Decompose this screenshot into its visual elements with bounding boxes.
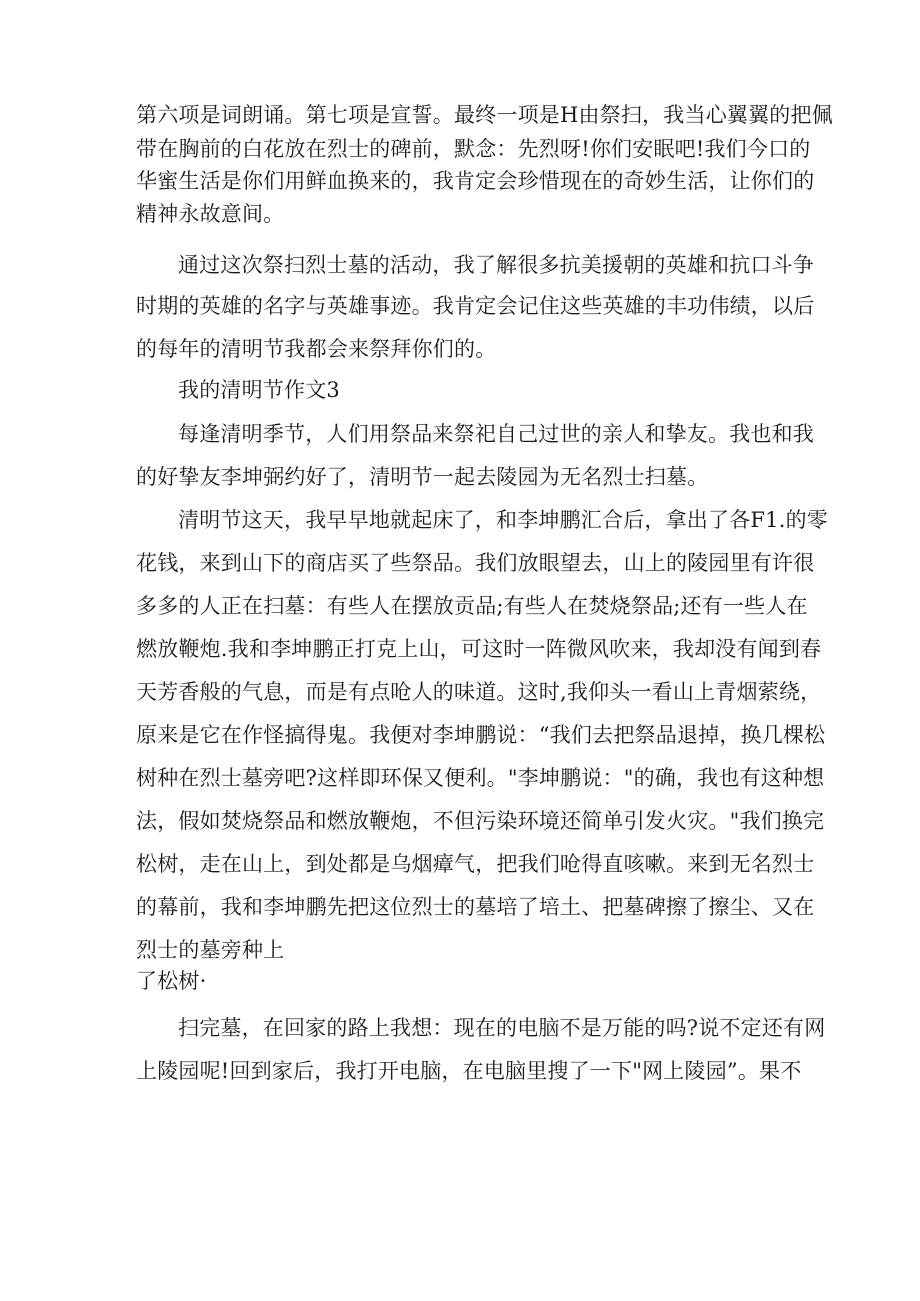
text-line: 花钱，来到山下的商店买了些祭品。我们放眼望去，山上的陵园里有许很: [136, 551, 815, 575]
text-line: 带在胸前的白花放在烈士的碑前，默念：先烈呀!你们安眠吧!我们今口的: [136, 137, 811, 161]
text-line: 扫完墓，在回家的路上我想：现在的电脑不是万能的吗?说不定还有网: [178, 1016, 826, 1040]
text-line: 时期的英雄的名字与英雄事迹。我肯定会记住这些英雄的丰功伟绩，以后: [136, 294, 815, 318]
text-line: 清明节这天，我早早地就起床了，和李坤鹏汇合后，拿出了各F1.的零: [178, 508, 829, 532]
section-heading: 我的清明节作文3: [178, 378, 340, 402]
text-line: 烈士的墓旁种上: [136, 938, 285, 962]
text-line: 的每年的清明节我都会来祭拜你们的。: [136, 337, 497, 361]
text-line: 多多的人正在扫墓：有些人在摆放贡品;有些人在焚烧祭品;还有一些人在: [136, 594, 808, 618]
text-line: 松树，走在山上，到处都是乌烟瘴气，把我们呛得直咳嗽。来到无名烈士: [136, 852, 815, 876]
text-line: 华蜜生活是你们用鲜血换来的，我肯定会珍惜现在的奇妙生活，让你们的: [136, 169, 815, 193]
text-line: 燃放鞭炮.我和李坤鹏正打克上山，可这时一阵微风吹来，我却没有闻到春: [136, 637, 822, 661]
text-line: 法，假如焚烧祭品和燃放鞭炮，不但污染环境还简单引发火灾。"我们换完: [136, 809, 825, 833]
text-line: 天芳香般的气息，而是有点呛人的味道。这时,我仰头一看山上青烟萦绕，: [136, 680, 822, 704]
text-line: 的幕前，我和李坤鹏先把这位烈士的墓培了培土、把墓碑擦了擦尘、又在: [136, 895, 815, 919]
text-line: 每逢清明季节，人们用祭品来祭祀自己过世的亲人和挚友。我也和我: [178, 422, 814, 446]
text-line: 的好挚友李坤弼约好了，清明节一起去陵园为无名烈士扫墓。: [136, 465, 709, 489]
text-line: 第六项是词朗诵。第七项是宣誓。最终一项是H由祭扫，我当心翼翼的把佩: [136, 103, 833, 127]
text-line: 精神永故意间。: [136, 202, 285, 226]
text-line: 通过这次祭扫烈士墓的活动，我了解很多抗美援朝的英雄和抗口斗争: [178, 253, 814, 277]
text-line: 了松树·: [136, 969, 207, 993]
text-line: 原来是它在作怪搞得鬼。我便对李坤鹏说：“我们去把祭品退掉，换几棵松: [136, 723, 826, 747]
text-line: 上陵园呢!回到家后，我打开电脑，在电脑里搜了一下"网上陵园”。果不: [136, 1059, 802, 1083]
text-line: 树种在烈士墓旁吧?这样即环保又便利。"李坤鹏说："的确，我也有这种想: [136, 766, 825, 790]
